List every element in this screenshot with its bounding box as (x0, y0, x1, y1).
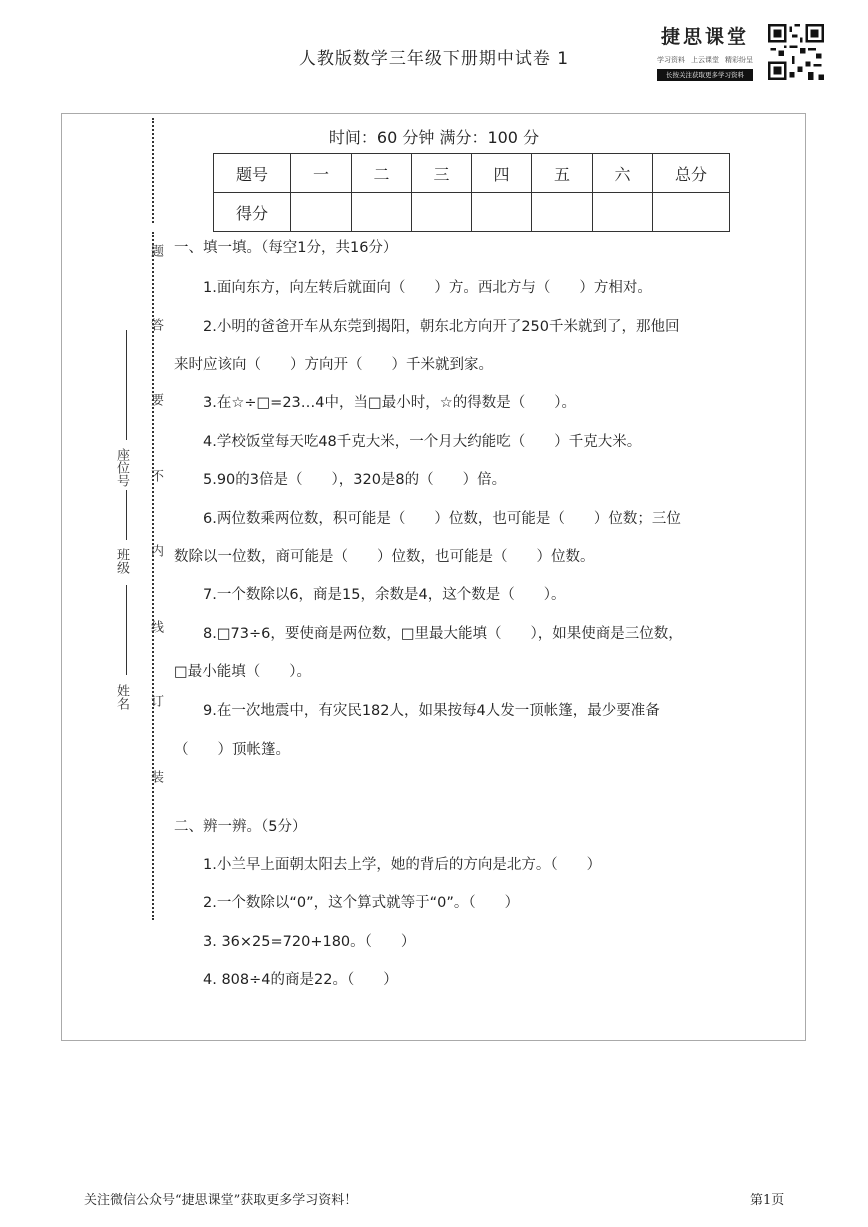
score-table-row (214, 193, 730, 232)
score-header-cell: 题号 (214, 154, 291, 193)
brand-tag: 学习资料 (657, 56, 685, 64)
score-header-cell: 二 (352, 154, 412, 193)
seal-char: 答 (148, 318, 163, 331)
question-line: 3. 36×25=720+180。（ ） (203, 934, 416, 950)
seal-char: 不 (148, 469, 163, 482)
question-line: 数除以一位数，商可能是（ ）位数，也可能是（ ）位数。 (174, 549, 595, 565)
brand-logo (655, 22, 755, 82)
score-header-cell: 总分 (653, 154, 730, 193)
question-line: （ ）顶帐篷。 (174, 742, 290, 758)
score-header-cell: 六 (593, 154, 653, 193)
seal-char: 题 (148, 244, 163, 257)
brand-tags (657, 55, 753, 65)
binding-dotted-line (152, 232, 154, 920)
question-line: 8.□73÷6，要使商是两位数，□里最大能填（ ），如果使商是三位数， (203, 626, 683, 642)
question-line: 5.90的3倍是（ ），320是8的（ ）倍。 (203, 472, 507, 488)
class-line (126, 490, 127, 540)
score-cell[interactable] (412, 193, 472, 232)
score-table (213, 153, 730, 232)
score-header-cell: 五 (532, 154, 593, 193)
question-line: 3.在☆÷□=23…4中，当□最小时，☆的得数是（ ）。 (203, 395, 576, 411)
seal-char: 订 (148, 694, 163, 707)
seal-char: 装 (148, 770, 163, 783)
score-cell[interactable] (653, 193, 730, 232)
footer-note: 关注微信公众号“捷思课堂”获取更多学习资料！ (84, 1193, 358, 1208)
section-heading: 一、填一填。（每空1分，共16分） (174, 240, 398, 256)
score-header-cell: 四 (472, 154, 532, 193)
question-line: 1.面向东方，向左转后就面向（ ）方。西北方与（ ）方相对。 (203, 280, 652, 296)
question-line: 2.小明的爸爸开车从东莞到揭阳，朝东北方向开了250千米就到了，那他回 (203, 319, 680, 335)
question-line: 2.一个数除以“0”，这个算式就等于“0”。（ ） (203, 895, 520, 911)
name-label: 姓名 (114, 684, 129, 710)
score-cell[interactable] (291, 193, 352, 232)
score-table-header-row (214, 154, 730, 193)
seal-char: 线 (148, 620, 163, 633)
seat-number-line (126, 330, 127, 440)
question-line: 6.两位数乘两位数，积可能是（ ）位数，也可能是（ ）位数；三位 (203, 511, 681, 527)
brand-banner: 长按关注获取更多学习资料 (657, 69, 753, 81)
score-header-cell: 三 (412, 154, 472, 193)
score-header-cell: 一 (291, 154, 352, 193)
question-line: 4. 808÷4的商是22。（ ） (203, 972, 398, 988)
qr-code-icon (768, 24, 824, 80)
question-line: 7.一个数除以6，商是15，余数是4，这个数是（ ）。 (203, 587, 566, 603)
question-line: □最小能填（ ）。 (174, 664, 311, 680)
score-cell[interactable] (532, 193, 593, 232)
brand-tag: 精彩纷呈 (725, 56, 753, 64)
class-label: 班级 (114, 548, 129, 574)
brand-name: 捷思课堂 (660, 26, 749, 48)
score-cell[interactable] (352, 193, 412, 232)
question-line: 9.在一次地震中，有灾民182人，如果按每4人发一顶帐篷，最少要准备 (203, 703, 660, 719)
question-line: 来时应该向（ ）方向开（ ）千米就到家。 (174, 357, 493, 373)
name-line (126, 585, 127, 675)
section-heading: 二、辨一辨。（5分） (174, 819, 307, 835)
question-line: 4.学校饭堂每天吃48千克大米，一个月大约能吃（ ）千克大米。 (203, 434, 642, 450)
score-cell[interactable] (472, 193, 532, 232)
exam-time-score: 时间：60 分钟 满分：100 分 (328, 128, 540, 147)
score-cell[interactable] (593, 193, 653, 232)
seat-number-label: 座位号 (114, 448, 129, 487)
score-row-label: 得分 (214, 193, 291, 232)
question-line: 1.小兰早上面朝太阳去上学，她的背后的方向是北方。（ ） (203, 857, 602, 873)
page-number: 第1页 (750, 1193, 785, 1208)
seal-char: 内 (148, 544, 163, 557)
brand-tag: 上云课堂 (691, 56, 719, 64)
document-title: 人教版数学三年级下册期中试卷 1 (298, 49, 570, 69)
seal-char: 要 (148, 393, 163, 406)
